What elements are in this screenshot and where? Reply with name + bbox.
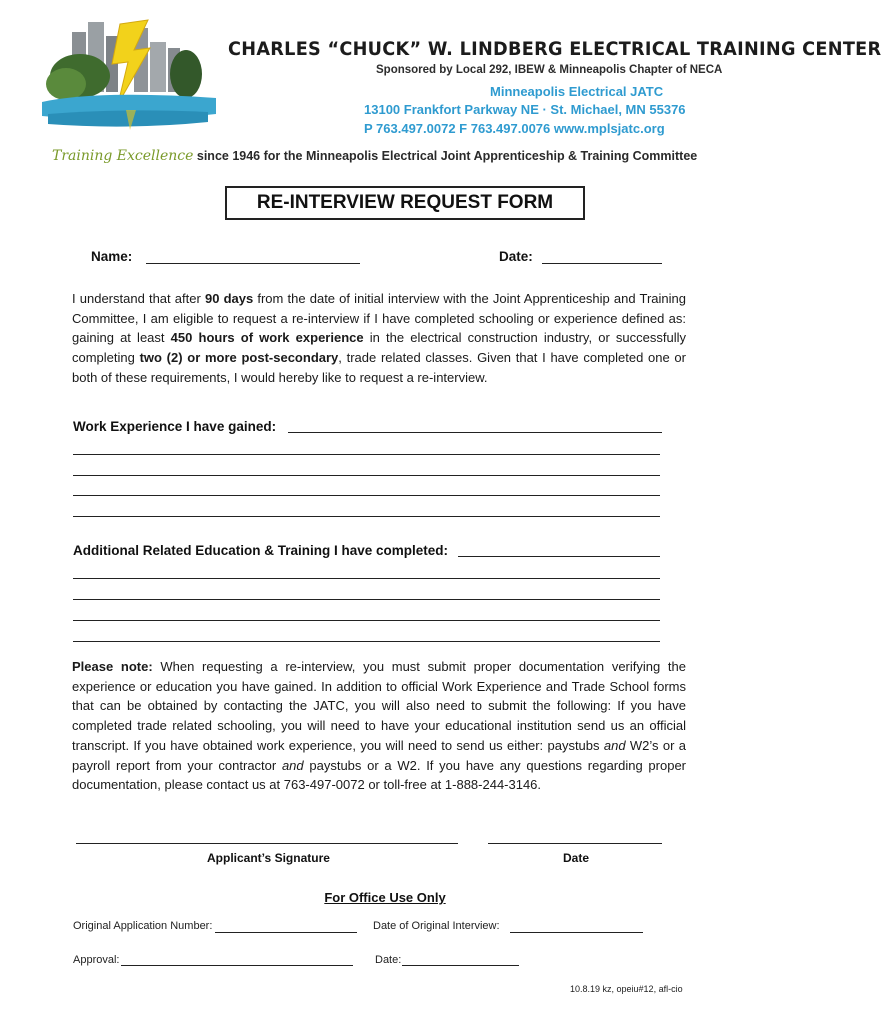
signature-date-field[interactable]: [488, 843, 662, 844]
address-line: 13100 Frankfort Parkway NE · St. Michael, MN 55376: [364, 102, 686, 117]
office-date-label: Date:: [375, 954, 402, 966]
footer-code: 10.8.19 kz, opeiu#12, afl-cio: [570, 984, 683, 994]
date-label: Date:: [499, 249, 533, 264]
signature-field[interactable]: [76, 843, 458, 844]
contact-line: P 763.497.0072 F 763.497.0076 www.mplsjatc.org: [364, 121, 665, 136]
sponsor-line: Sponsored by Local 292, IBEW & Minneapolis Chapter of NECA: [376, 64, 723, 76]
date-field[interactable]: [542, 263, 662, 264]
form-title: RE-INTERVIEW REQUEST FORM: [225, 186, 585, 220]
education-line-5[interactable]: [73, 641, 660, 642]
name-label: Name:: [91, 249, 133, 264]
work-experience-line-5[interactable]: [73, 516, 660, 517]
orig-interview-label: Date of Original Interview:: [373, 920, 500, 932]
note-paragraph: Please note: When requesting a re-interview, you must submit proper documentation verifying the experience or education you have gained. In addition to official Work Experience and Trade School forms that can be obtained by contacting the JATC, you will also need to submit the following: If you have completed trade related schooling, you will need to have your educational institution send us an official transcript. If you have obtained work experience, you will need to send us either: paystubs and W2’s or a payroll report from your contractor and paystubs or a W2. If you have any questions regarding proper documentation, please contact us at 763-497-0072 or toll-free at 1-888-244-3146.: [72, 659, 687, 793]
education-line-2[interactable]: [73, 578, 660, 579]
orig-application-field[interactable]: [215, 932, 357, 933]
work-experience-line-2[interactable]: [73, 454, 660, 455]
education-line-3[interactable]: [73, 599, 660, 600]
tagline-script: Training Excellence: [52, 148, 194, 164]
jatc-logo: [38, 18, 216, 142]
education-label: Additional Related Education & Training I have completed:: [73, 543, 449, 558]
name-field[interactable]: [146, 263, 360, 264]
education-line-4[interactable]: [73, 620, 660, 621]
tagline-rest: since 1946 for the Minneapolis Electrical Joint Apprenticeship & Training Committee: [193, 149, 698, 163]
signature-date-label: Date: [563, 851, 590, 865]
approval-label: Approval:: [73, 954, 120, 966]
org-title: CHARLES “CHUCK” W. LINDBERG ELECTRICAL TRAINING CENTER: [228, 38, 881, 60]
education-line-1[interactable]: [458, 556, 660, 557]
approval-field[interactable]: [121, 965, 353, 966]
work-experience-line-4[interactable]: [73, 495, 660, 496]
jatc-name: Minneapolis Electrical JATC: [490, 84, 664, 99]
office-use-title: For Office Use Only: [324, 890, 446, 905]
work-experience-line-1[interactable]: [288, 432, 662, 433]
orig-application-label: Original Application Number:: [73, 920, 213, 932]
tagline: [52, 147, 697, 165]
office-date-field[interactable]: [402, 965, 519, 966]
work-experience-line-3[interactable]: [73, 475, 660, 476]
orig-interview-field[interactable]: [510, 932, 643, 933]
signature-label: Applicant’s Signature: [207, 851, 330, 865]
work-experience-label: Work Experience I have gained:: [73, 419, 277, 434]
intro-paragraph: I understand that after 90 days from the date of initial interview with the Joint Apprenticeship and Training Committee, I am eligible to request a re-interview if I have completed schooling or experience defined as: gaining at least 450 hours of work experience in the electrical construction industry, or successfully completing two (2) or more post-secondary, trade related classes. Given that I have completed one or both of these requirements, I would hereby like to request a re-interview.: [72, 291, 687, 385]
